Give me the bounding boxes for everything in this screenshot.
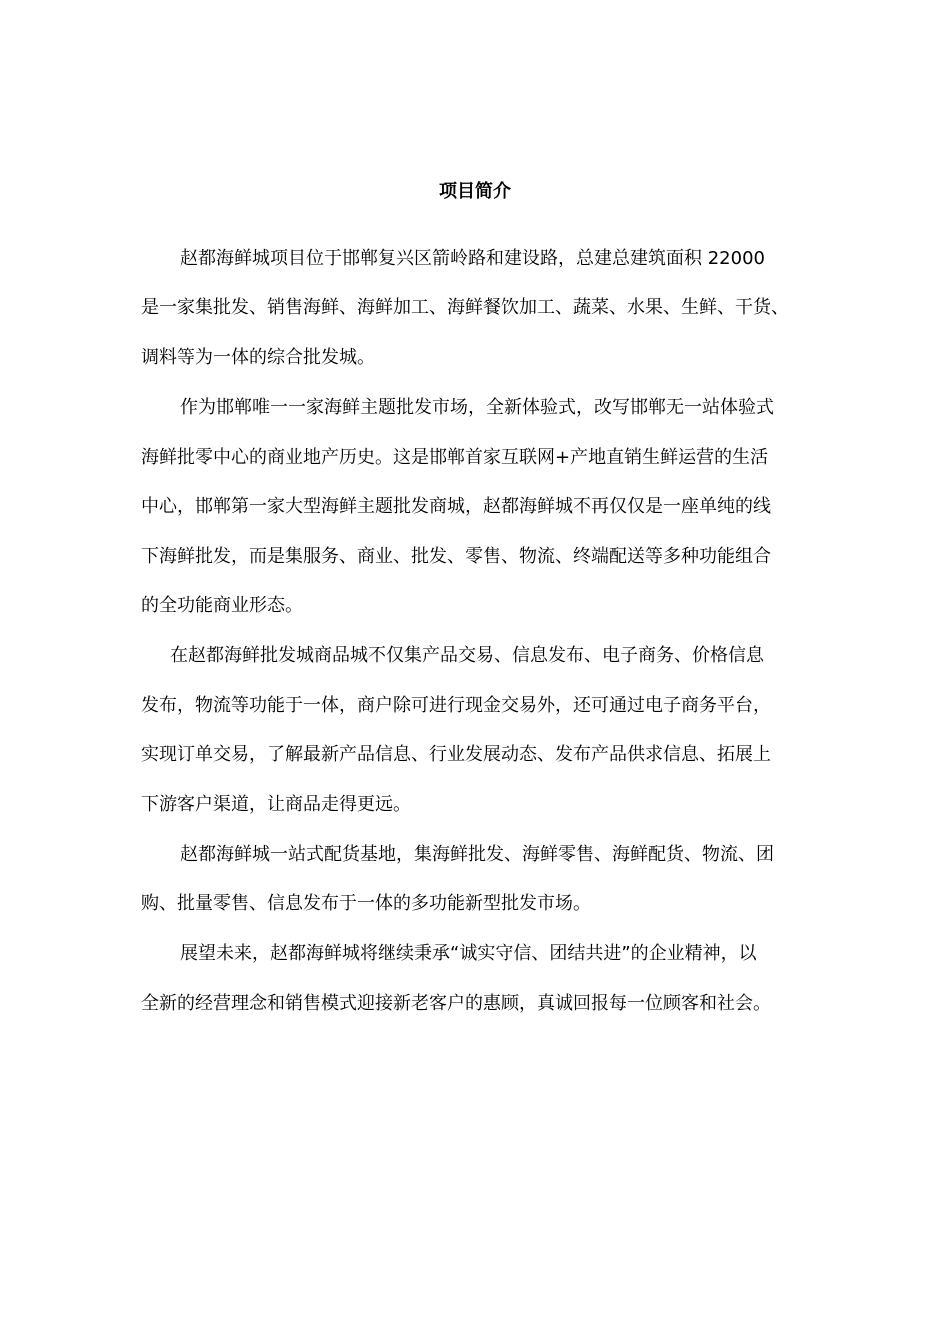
paragraph-2-line-5: 的全功能商业形态。	[141, 595, 303, 616]
page-title: 项目简介	[439, 181, 511, 202]
paragraph-3-line-1: 在赵都海鲜批发城商品城不仅集产品交易、信息发布、电子商务、价格信息	[170, 645, 764, 666]
paragraph-1-line-3: 调料等为一体的综合批发城。	[141, 347, 375, 368]
paragraph-3-line-4: 下游客户渠道，让商品走得更远。	[141, 794, 411, 815]
paragraph-2-line-1: 作为邯郸唯一一家海鲜主题批发市场，全新体验式，改写邯郸无一站体验式	[180, 397, 774, 418]
paragraph-4-line-1: 赵都海鲜城一站式配货基地，集海鲜批发、海鲜零售、海鲜配货、物流、团	[180, 844, 774, 865]
paragraph-2-line-4: 下海鲜批发，而是集服务、商业、批发、零售、物流、终端配送等多种功能组合	[141, 546, 771, 567]
paragraph-3-line-3: 实现订单交易，了解最新产品信息、行业发展动态、发布产品供求信息、拓展上	[141, 744, 771, 765]
paragraph-1-line-1: 赵都海鲜城项目位于邯郸复兴区箭岭路和建设路，总建总建筑面积 22000	[180, 248, 765, 269]
paragraph-5-line-2: 全新的经营理念和销售模式迎接新老客户的惠顾，真诚回报每一位顾客和社会。	[141, 993, 771, 1014]
paragraph-5-line-1: 展望未来，赵都海鲜城将继续秉承“诚实守信、团结共进”的企业精神，以	[180, 943, 757, 964]
paragraph-3-line-2: 发布，物流等功能于一体，商户除可进行现金交易外，还可通过电子商务平台，	[141, 695, 771, 716]
paragraph-2-line-2: 海鲜批零中心的商业地产历史。这是邯郸首家互联网+产地直销生鲜运营的生活	[141, 447, 769, 468]
paragraph-2-line-3: 中心，邯郸第一家大型海鲜主题批发商城，赵都海鲜城不再仅仅是一座单纯的线	[141, 496, 771, 517]
paragraph-4-line-2: 购、批量零售、信息发布于一体的多功能新型批发市场。	[141, 893, 591, 914]
paragraph-1-line-2: 是一家集批发、销售海鲜、海鲜加工、海鲜餐饮加工、蔬菜、水果、生鲜、干货、	[141, 297, 789, 318]
